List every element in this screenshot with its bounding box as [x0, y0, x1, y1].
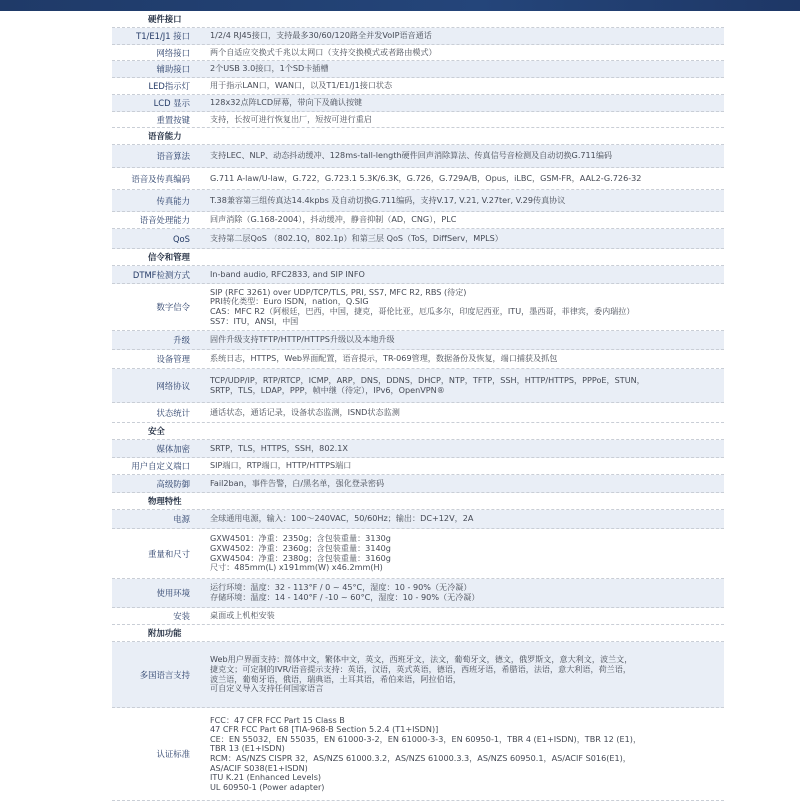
spec-value-line: 支持LEC、NLP、动态抖动缓冲、128ms-tall-length硬件回声消除算法、传真信号音检测及自动切换G.711编码 [210, 151, 613, 161]
spec-label: 语音及传真编码 [131, 173, 190, 184]
spec-label: 辅助接口 [156, 64, 190, 74]
section-header [112, 11, 724, 28]
spec-value-line: 1/2/4 RJ45接口，支持最多30/60/120路全并发VoIP语音通话 [210, 31, 432, 41]
spec-label: 数字信令 [156, 302, 190, 312]
spec-value-line: SS7：ITU，ANSI，中国 [210, 315, 299, 326]
section-title: 信令和管理 [148, 252, 190, 262]
spec-value-line: GXW4501：净重：2350g；含包装重量：3130g [210, 534, 391, 544]
section-header [112, 249, 724, 266]
spec-row [112, 331, 724, 350]
spec-row [112, 112, 724, 128]
spec-row [112, 229, 724, 249]
spec-value-line: 尺寸：485mm(L) x191mm(W) x46.2mm(H) [210, 562, 383, 573]
spec-value-line: 可自定义导入支持任何国家语言 [210, 683, 324, 694]
section-header [112, 128, 724, 145]
spec-value-line: 支持，长按可进行恢复出厂，短按可进行重启 [210, 114, 372, 124]
spec-value [198, 48, 724, 58]
spec-value [198, 655, 724, 693]
spec-row [112, 642, 724, 708]
spec-value-line: CAS：MFC R2（阿根廷，巴西，中国，捷克，哥伦比亚，厄瓜多尔，印度尼西亚，ITU，墨西哥，菲律宾，委内瑞拉） [210, 306, 635, 316]
spec-value [198, 611, 724, 621]
spec-label: 语音算法 [156, 151, 190, 161]
section-title: 物理特性 [148, 496, 182, 506]
spec-row [112, 369, 724, 403]
spec-label: 多国语言支持 [139, 669, 190, 680]
spec-value-line: SIP (RFC 3261) over UDP/TCP/TLS, PRI, SS7, MFC R2, RBS (待定) [210, 287, 467, 297]
spec-label: 网络协议 [156, 380, 190, 391]
spec-label: 用户自定义端口 [131, 461, 190, 471]
spec-value [198, 115, 724, 125]
spec-value-line: RCM：AS/NZS CISPR 32，AS/NZS 61000.3.2，AS/NZS 61000.3.3，AS/NZS 60950.1，AS/ACIF S016(E1)， [210, 753, 631, 763]
spec-label: 网络接口 [156, 47, 190, 58]
spec-value-line: FCC：47 CFR FCC Part 15 Class B [210, 715, 345, 725]
spec-value-line: 回声消除（G.168-2004），抖动缓冲，静音抑制（AD，CNG），PLC [210, 215, 457, 225]
spec-label: 媒体加密 [156, 443, 190, 454]
spec-value-line: SRTP，TLS，LDAP，PPP，帧中继（待定），IPv6，OpenVPN® [210, 384, 445, 395]
spec-table [112, 11, 724, 801]
spec-value [198, 270, 724, 280]
spec-label: 使用环境 [156, 588, 190, 598]
spec-label: LED指示灯 [148, 81, 190, 91]
spec-row [112, 350, 724, 369]
spec-value [198, 354, 724, 364]
spec-row [112, 403, 724, 423]
spec-value [198, 151, 724, 161]
spec-value [198, 196, 724, 206]
spec-value-line: 捷克文；可定制的IVR/语音提示支持：英语，汉语，英式英语，德语，西班牙语，希腊语，法语，意大利语，荷兰语， [210, 663, 631, 674]
spec-value [198, 514, 724, 524]
spec-row [112, 168, 724, 190]
spec-value [198, 461, 724, 471]
spec-value [198, 288, 724, 326]
spec-row [112, 145, 724, 168]
spec-row [112, 95, 724, 112]
spec-value-line: 两个自适应交换式千兆以太网口（支持交换模式或者路由模式） [210, 47, 437, 57]
section-title: 语音能力 [148, 131, 182, 141]
spec-row [112, 529, 724, 579]
spec-value-line: TCP/UDP/IP，RTP/RTCP，ICMP，ARP，DNS，DDNS，DHCP，NTP，TFTP，SSH，HTTP/HTTPS，PPPoE，STUN， [210, 375, 645, 385]
spec-value-line: CE：EN 55032，EN 55035，EN 61000-3-2，EN 61000-3-3，EN 60950-1，TBR 4 (E1+ISDN)，TBR 12 (E1)， [210, 733, 642, 744]
spec-value-line: 运行环境：温度：32 - 113°F / 0 ~ 45°C，湿度：10 - 90%（无冷凝） [210, 583, 472, 593]
spec-value-line: 128x32点阵LCD屏幕，带向下及确认按键 [210, 98, 363, 108]
spec-value-line: TBR 13 (E1+ISDN) [210, 743, 285, 754]
spec-value-line: 存储环境：温度：14 - 140°F / -10 ~ 60°C，湿度：10 - 90%（无冷凝） [210, 592, 480, 602]
spec-value [198, 215, 724, 225]
spec-value-line: AS/ACIF S038(E1+ISDN) [210, 762, 308, 773]
spec-label: 设备管理 [156, 354, 190, 364]
spec-value-line: 用于指示LAN口，WAN口，以及T1/E1/J1接口状态 [210, 81, 393, 91]
spec-value [198, 444, 724, 454]
spec-value [198, 716, 724, 793]
top-banner [0, 0, 800, 11]
spec-label: QoS [172, 233, 190, 244]
spec-row [112, 608, 724, 625]
spec-label: 认证标准 [156, 749, 190, 759]
spec-label: DTMF检测方式 [132, 269, 190, 280]
spec-value-line: 2个USB 3.0接口，1个SD卡插槽 [210, 64, 329, 74]
spec-row [112, 61, 724, 78]
spec-row [112, 190, 724, 212]
spec-value-line: 波兰语，葡萄牙语，俄语，瑞典语，土耳其语，希伯来语，阿拉伯语， [210, 673, 461, 684]
spec-label: 升级 [173, 335, 190, 345]
spec-value-line: 支持第二层QoS （802.1Q，802.1p）和第三层 QoS（ToS，DiffServ，MPLS） [210, 233, 503, 243]
spec-value-line: In-band audio, RFC2833, and SIP INFO [210, 269, 365, 279]
spec-label: 重置按键 [156, 114, 190, 125]
spec-value-line: 通话状态，通话记录，设备状态监测，ISND状态监测 [210, 407, 400, 417]
spec-row [112, 510, 724, 529]
spec-row [112, 458, 724, 475]
spec-row [112, 475, 724, 493]
spec-value-line: Fail2ban，事件告警，白/黑名单，强化登录密码 [210, 478, 385, 488]
spec-value-line: SRTP，TLS，HTTPS，SSH，802.1X [210, 443, 348, 453]
spec-label: 状态统计 [156, 407, 190, 418]
spec-row [112, 45, 724, 61]
spec-row [112, 579, 724, 608]
section-title: 硬件接口 [148, 14, 182, 24]
spec-row [112, 266, 724, 284]
spec-value-line: GXW4504：净重：2380g；含包装重量：3160g [210, 552, 391, 563]
spec-value [198, 98, 724, 108]
spec-value [198, 479, 724, 489]
spec-value-line: GXW4502：净重：2360g；含包装重量：3140g [210, 542, 391, 553]
spec-value [198, 583, 724, 602]
spec-value-line: 全球通用电源，输入：100～240VAC，50/60Hz；输出：DC+12V，2A [210, 514, 474, 524]
spec-value-line: 47 CFR FCC Part 68 [TIA-968-B Section 5.2.4 (T1+ISDN)] [210, 724, 439, 735]
spec-value-line: 系统日志，HTTPS，Web界面配置，语音提示，TR-069管理，数据备份及恢复，端口捕获及抓包 [210, 354, 558, 364]
spec-value [198, 174, 724, 184]
spec-label: 电源 [173, 514, 190, 524]
spec-label: LCD 显示 [153, 98, 190, 108]
spec-value [198, 335, 724, 345]
spec-label: 高级防御 [156, 478, 190, 489]
spec-value [198, 376, 724, 395]
section-header [112, 423, 724, 440]
spec-value-line: T.38兼容第三组传真达14.4kpbs 及自动切换G.711编码，支持V.17, V.21, V.27ter, V.29传真协议 [210, 195, 566, 205]
spec-label: 安装 [173, 611, 190, 621]
section-title: 附加功能 [148, 628, 182, 638]
spec-label: 传真能力 [156, 195, 190, 206]
spec-value-line: G.711 A-law/U-law，G.722，G.723.1 5.3K/6.3K，G.726，G.729A/B，Opus，iLBC，GSM-FR，AAL2-G.726-32 [210, 173, 642, 183]
spec-value [198, 234, 724, 244]
section-title: 安全 [148, 426, 165, 436]
spec-label: T1/E1/J1 接口 [136, 31, 190, 41]
section-header [112, 625, 724, 642]
spec-row [112, 212, 724, 229]
spec-label: 语音处理能力 [139, 215, 190, 225]
spec-row [112, 28, 724, 45]
section-header [112, 493, 724, 510]
spec-row [112, 708, 724, 801]
spec-value [198, 408, 724, 418]
spec-value [198, 31, 724, 41]
spec-row [112, 78, 724, 95]
spec-value [198, 81, 724, 91]
spec-row [112, 440, 724, 458]
spec-value-line: SIP端口，RTP端口，HTTP/HTTPS端口 [210, 461, 352, 471]
spec-value-line: 桌面或上机柜安装 [210, 611, 275, 621]
spec-value [198, 534, 724, 572]
spec-value [198, 64, 724, 74]
spec-value-line: 固件升级支持TFTP/HTTP/HTTPS升级以及本地升级 [210, 335, 395, 345]
spec-value-line: Web用户界面支持：简体中文，繁体中文，英文，西班牙文，法文，葡萄牙文，德文，俄罗斯文，意大利文，波兰文， [210, 655, 633, 665]
spec-value-line: UL 60950-1 (Power adapter) [210, 781, 325, 792]
spec-value-line: ITU K.21 (Enhanced Levels) [210, 772, 322, 783]
spec-value-line: PRI转化类型：Euro ISDN，nation，Q.SIG [210, 296, 369, 307]
spec-label: 重量和尺寸 [148, 548, 190, 559]
spec-row [112, 284, 724, 331]
